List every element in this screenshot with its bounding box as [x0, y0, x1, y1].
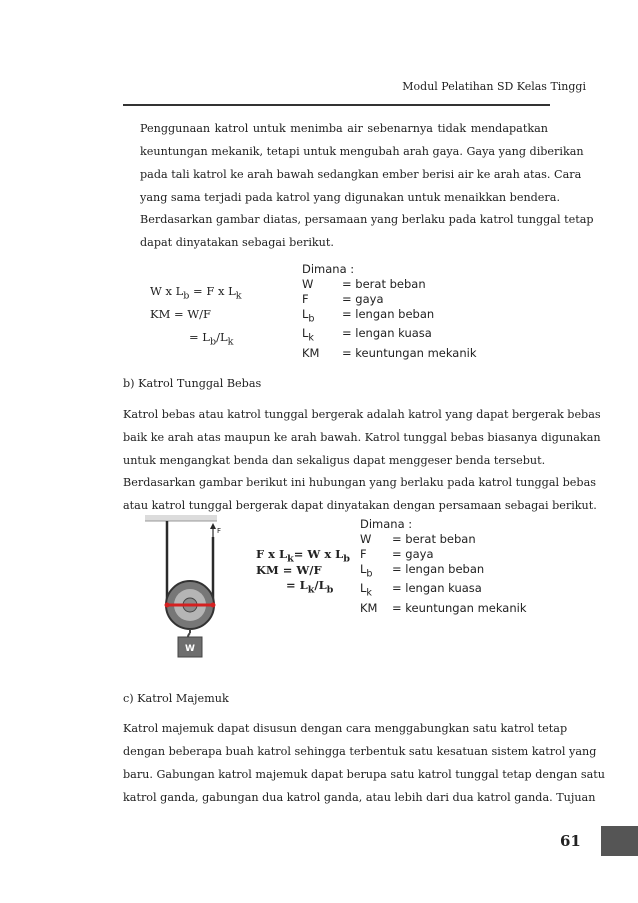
text-line: Berdasarkan gambar berikut ini hubungan yang berlaku pada katrol tunggal bebas [123, 476, 597, 489]
running-header: Modul Pelatihan SD Kelas Tinggi [402, 80, 586, 93]
text-line: dengan beberapa buah katrol sehingga terbentuk satu kesatuan sistem katrol yang [123, 745, 597, 758]
page-number: 61 [560, 832, 581, 850]
force-label: F [217, 527, 222, 535]
text-line: pada tali katrol ke arah bawah sedangkan ember berisi air ke arah atas. Cara [140, 168, 582, 181]
legend-2: Dimana : W = berat beban F = gaya $L_b$ = lengan beban $L_k$ = lengan kuasa KM = keuntungan mekanik [360, 517, 527, 615]
text-line: Katrol bebas atau katrol tunggal bergerak adalah katrol yang dapat bergerak bebas [123, 408, 601, 421]
page-tab [601, 826, 638, 856]
formula2-line-1: F x $L_k= W$ x $L_b$ [256, 547, 350, 565]
text-line: Berdasarkan gambar diatas, persamaan yang berlaku pada katrol tunggal tetap [140, 213, 594, 226]
text-line: yang sama terjadi pada katrol yang digunakan untuk menaikkan bendera. [140, 191, 561, 204]
section-c-paragraph [123, 717, 605, 809]
section-b-heading: b) Katrol Tunggal Bebas [123, 377, 262, 390]
intro-paragraph [140, 117, 584, 209]
ceiling-support [145, 515, 217, 521]
text-line: Katrol majemuk dapat disusun dengan cara menggabungkan satu katrol tetap [123, 722, 568, 735]
formula2-line-3: = $L_k/L_b$ [286, 578, 334, 596]
text-line: baru. Gabungan katrol majemuk dapat berupa satu katrol tunggal tetap dengan satu [123, 768, 605, 781]
text-line: untuk mengangkat benda dan sekaligus dapat menggeser benda tersebut. [123, 454, 546, 467]
section-c-heading: c) Katrol Majemuk [123, 692, 229, 705]
section-b-paragraph-1 [123, 403, 601, 472]
text-line: atau katrol tunggal bergerak dapat dinyatakan dengan persamaan sebagai berikut. [123, 499, 597, 512]
formula2-line-2: KM = W/F [256, 563, 322, 577]
text-line: dapat dinyatakan sebagai berikut. [140, 236, 334, 249]
formula-line-2: KM = W/F [150, 307, 211, 321]
formula-line-1: W x $L_b = F$ x $L_k$ [150, 284, 242, 302]
weight-label: W [185, 644, 195, 654]
legend-1: Dimana : W = berat beban F = gaya $L_b$ = lengan beban $L_k$ = lengan kuasa KM = keuntungan mekanik [302, 262, 477, 360]
text-line: baik ke arah atas maupun ke arah bawah. Katrol tunggal bebas biasanya digunakan [123, 431, 601, 444]
formula-line-3: = $L_b/L_k$ [189, 330, 234, 348]
legend-title: Dimana : [302, 262, 355, 276]
text-line: katrol ganda, gabungan dua katrol ganda, atau lebih dari dua katrol ganda. Tujuan [123, 791, 596, 804]
legend-title: Dimana : [360, 517, 413, 531]
text-line: Penggunaan katrol untuk menimba air sebenarnya tidak mendapatkan [140, 122, 548, 135]
fixed-pulley-paragraph [140, 208, 594, 254]
header-rule [123, 104, 550, 106]
movable-pulley-figure [145, 515, 245, 660]
text-line: keuntungan mekanik, tetapi untuk mengubah arah gaya. Gaya yang diberikan [140, 145, 584, 158]
section-b-paragraph-2 [123, 471, 597, 517]
